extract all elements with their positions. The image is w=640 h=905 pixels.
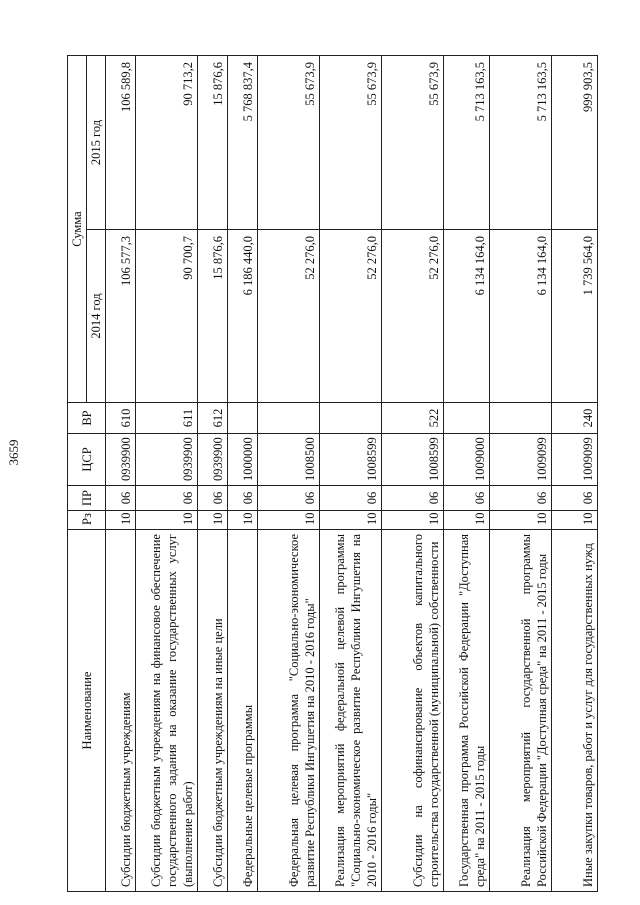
row-csr-cell: 1008500 bbox=[258, 434, 320, 486]
row-name-cell: Иные закупки товаров, работ и услуг для государственных нужд bbox=[552, 530, 598, 892]
row-2014-cell: 52 276,0 bbox=[258, 230, 320, 403]
row-rz-cell: 10 bbox=[490, 511, 552, 530]
row-csr-cell: 0939900 bbox=[136, 434, 198, 486]
row-pr-cell: 06 bbox=[382, 486, 444, 511]
header-name: Наименование bbox=[68, 530, 106, 892]
table-row bbox=[106, 56, 136, 892]
row-vr-cell: 610 bbox=[106, 403, 136, 434]
row-2015-cell: 55 673,9 bbox=[382, 56, 444, 230]
row-2014-cell: 6 186 440,0 bbox=[228, 230, 258, 403]
table-row bbox=[320, 56, 382, 892]
table-row bbox=[490, 56, 552, 892]
row-vr-cell: 240 bbox=[552, 403, 598, 434]
header-csr: ЦСР bbox=[68, 434, 106, 486]
row-name-cell: Государственная программа Российской Федерации "Доступная среда" на 2011 - 2015 годы bbox=[444, 530, 490, 892]
row-2014-cell: 6 134 164,0 bbox=[444, 230, 490, 403]
row-name-cell: Субсидии бюджетным учреждениям bbox=[106, 530, 136, 892]
row-2015-cell: 5 768 837,4 bbox=[228, 56, 258, 230]
table-row bbox=[198, 56, 228, 892]
row-2014-cell: 52 276,0 bbox=[382, 230, 444, 403]
row-pr-cell: 06 bbox=[490, 486, 552, 511]
header-pr: ПР bbox=[68, 486, 106, 511]
budget-table bbox=[67, 55, 598, 892]
table-row bbox=[258, 56, 320, 892]
row-2015-cell: 5 713 163,5 bbox=[444, 56, 490, 230]
header-sum: Сумма bbox=[68, 56, 87, 403]
table-row bbox=[382, 56, 444, 892]
table-row bbox=[552, 56, 598, 892]
row-rz-cell: 10 bbox=[258, 511, 320, 530]
row-name-cell: Федеральные целевые программы bbox=[228, 530, 258, 892]
row-vr-cell bbox=[228, 403, 258, 434]
row-csr-cell: 1009000 bbox=[444, 434, 490, 486]
header-vr: ВР bbox=[68, 403, 106, 434]
row-2014-cell: 106 577,3 bbox=[106, 230, 136, 403]
row-vr-cell bbox=[258, 403, 320, 434]
row-pr-cell: 06 bbox=[552, 486, 598, 511]
row-csr-cell: 1008599 bbox=[382, 434, 444, 486]
row-2015-cell: 106 589,8 bbox=[106, 56, 136, 230]
row-pr-cell: 06 bbox=[444, 486, 490, 511]
row-name-cell: Реализация мероприятий федеральной целевой программы "Социально-экономическое развитие Республики Ингушетия на 2010 - 2016 годы" bbox=[320, 530, 382, 892]
row-vr-cell: 611 bbox=[136, 403, 198, 434]
row-pr-cell: 06 bbox=[136, 486, 198, 511]
row-2014-cell: 15 876,6 bbox=[198, 230, 228, 403]
header-2015: 2015 год bbox=[87, 56, 106, 230]
row-2015-cell: 55 673,9 bbox=[320, 56, 382, 230]
row-rz-cell: 10 bbox=[228, 511, 258, 530]
header-2014: 2014 год bbox=[87, 230, 106, 403]
row-2015-cell: 999 903,5 bbox=[552, 56, 598, 230]
row-rz-cell: 10 bbox=[106, 511, 136, 530]
row-name-cell: Субсидии бюджетным учреждениям на иные цели bbox=[198, 530, 228, 892]
row-csr-cell: 0939900 bbox=[106, 434, 136, 486]
row-2014-cell: 52 276,0 bbox=[320, 230, 382, 403]
row-2015-cell: 15 876,6 bbox=[198, 56, 228, 230]
header-rz: Рз bbox=[68, 511, 106, 530]
row-vr-cell bbox=[444, 403, 490, 434]
row-rz-cell: 10 bbox=[136, 511, 198, 530]
row-vr-cell bbox=[320, 403, 382, 434]
row-rz-cell: 10 bbox=[444, 511, 490, 530]
row-pr-cell: 06 bbox=[106, 486, 136, 511]
row-vr-cell: 612 bbox=[198, 403, 228, 434]
row-name-cell: Реализация мероприятий государственной программы Российской Федерации "Доступная среда" на 2011 - 2015 годы bbox=[490, 530, 552, 892]
row-vr-cell: 522 bbox=[382, 403, 444, 434]
row-vr-cell bbox=[490, 403, 552, 434]
row-2014-cell: 1 739 564,0 bbox=[552, 230, 598, 403]
row-rz-cell: 10 bbox=[552, 511, 598, 530]
row-csr-cell: 1000000 bbox=[228, 434, 258, 486]
row-csr-cell: 1008599 bbox=[320, 434, 382, 486]
row-name-cell: Федеральная целевая программа "Социально-экономическое развитие Республики Ингушетия на 2010 - 2016 годы" bbox=[258, 530, 320, 892]
row-2015-cell: 5 713 163,5 bbox=[490, 56, 552, 230]
row-csr-cell: 1009099 bbox=[490, 434, 552, 486]
row-rz-cell: 10 bbox=[320, 511, 382, 530]
row-name-cell: Субсидии на софинансирование объектов капитального строительства государственной (муниципальной) собственности bbox=[382, 530, 444, 892]
row-pr-cell: 06 bbox=[228, 486, 258, 511]
page-number: 3659 bbox=[6, 439, 21, 466]
table-row bbox=[136, 56, 198, 892]
row-name-cell: Субсидии бюджетным учреждениям на финансовое обеспечение государственного задания на оказание государственных услуг (выполнение работ) bbox=[136, 530, 198, 892]
row-pr-cell: 06 bbox=[320, 486, 382, 511]
table-row bbox=[444, 56, 490, 892]
row-2014-cell: 90 700,7 bbox=[136, 230, 198, 403]
row-csr-cell: 0939900 bbox=[198, 434, 228, 486]
row-pr-cell: 06 bbox=[258, 486, 320, 511]
row-pr-cell: 06 bbox=[198, 486, 228, 511]
row-2014-cell: 6 134 164,0 bbox=[490, 230, 552, 403]
table-row bbox=[228, 56, 258, 892]
row-2015-cell: 55 673,9 bbox=[258, 56, 320, 230]
row-rz-cell: 10 bbox=[382, 511, 444, 530]
row-2015-cell: 90 713,2 bbox=[136, 56, 198, 230]
row-csr-cell: 1009099 bbox=[552, 434, 598, 486]
row-rz-cell: 10 bbox=[198, 511, 228, 530]
